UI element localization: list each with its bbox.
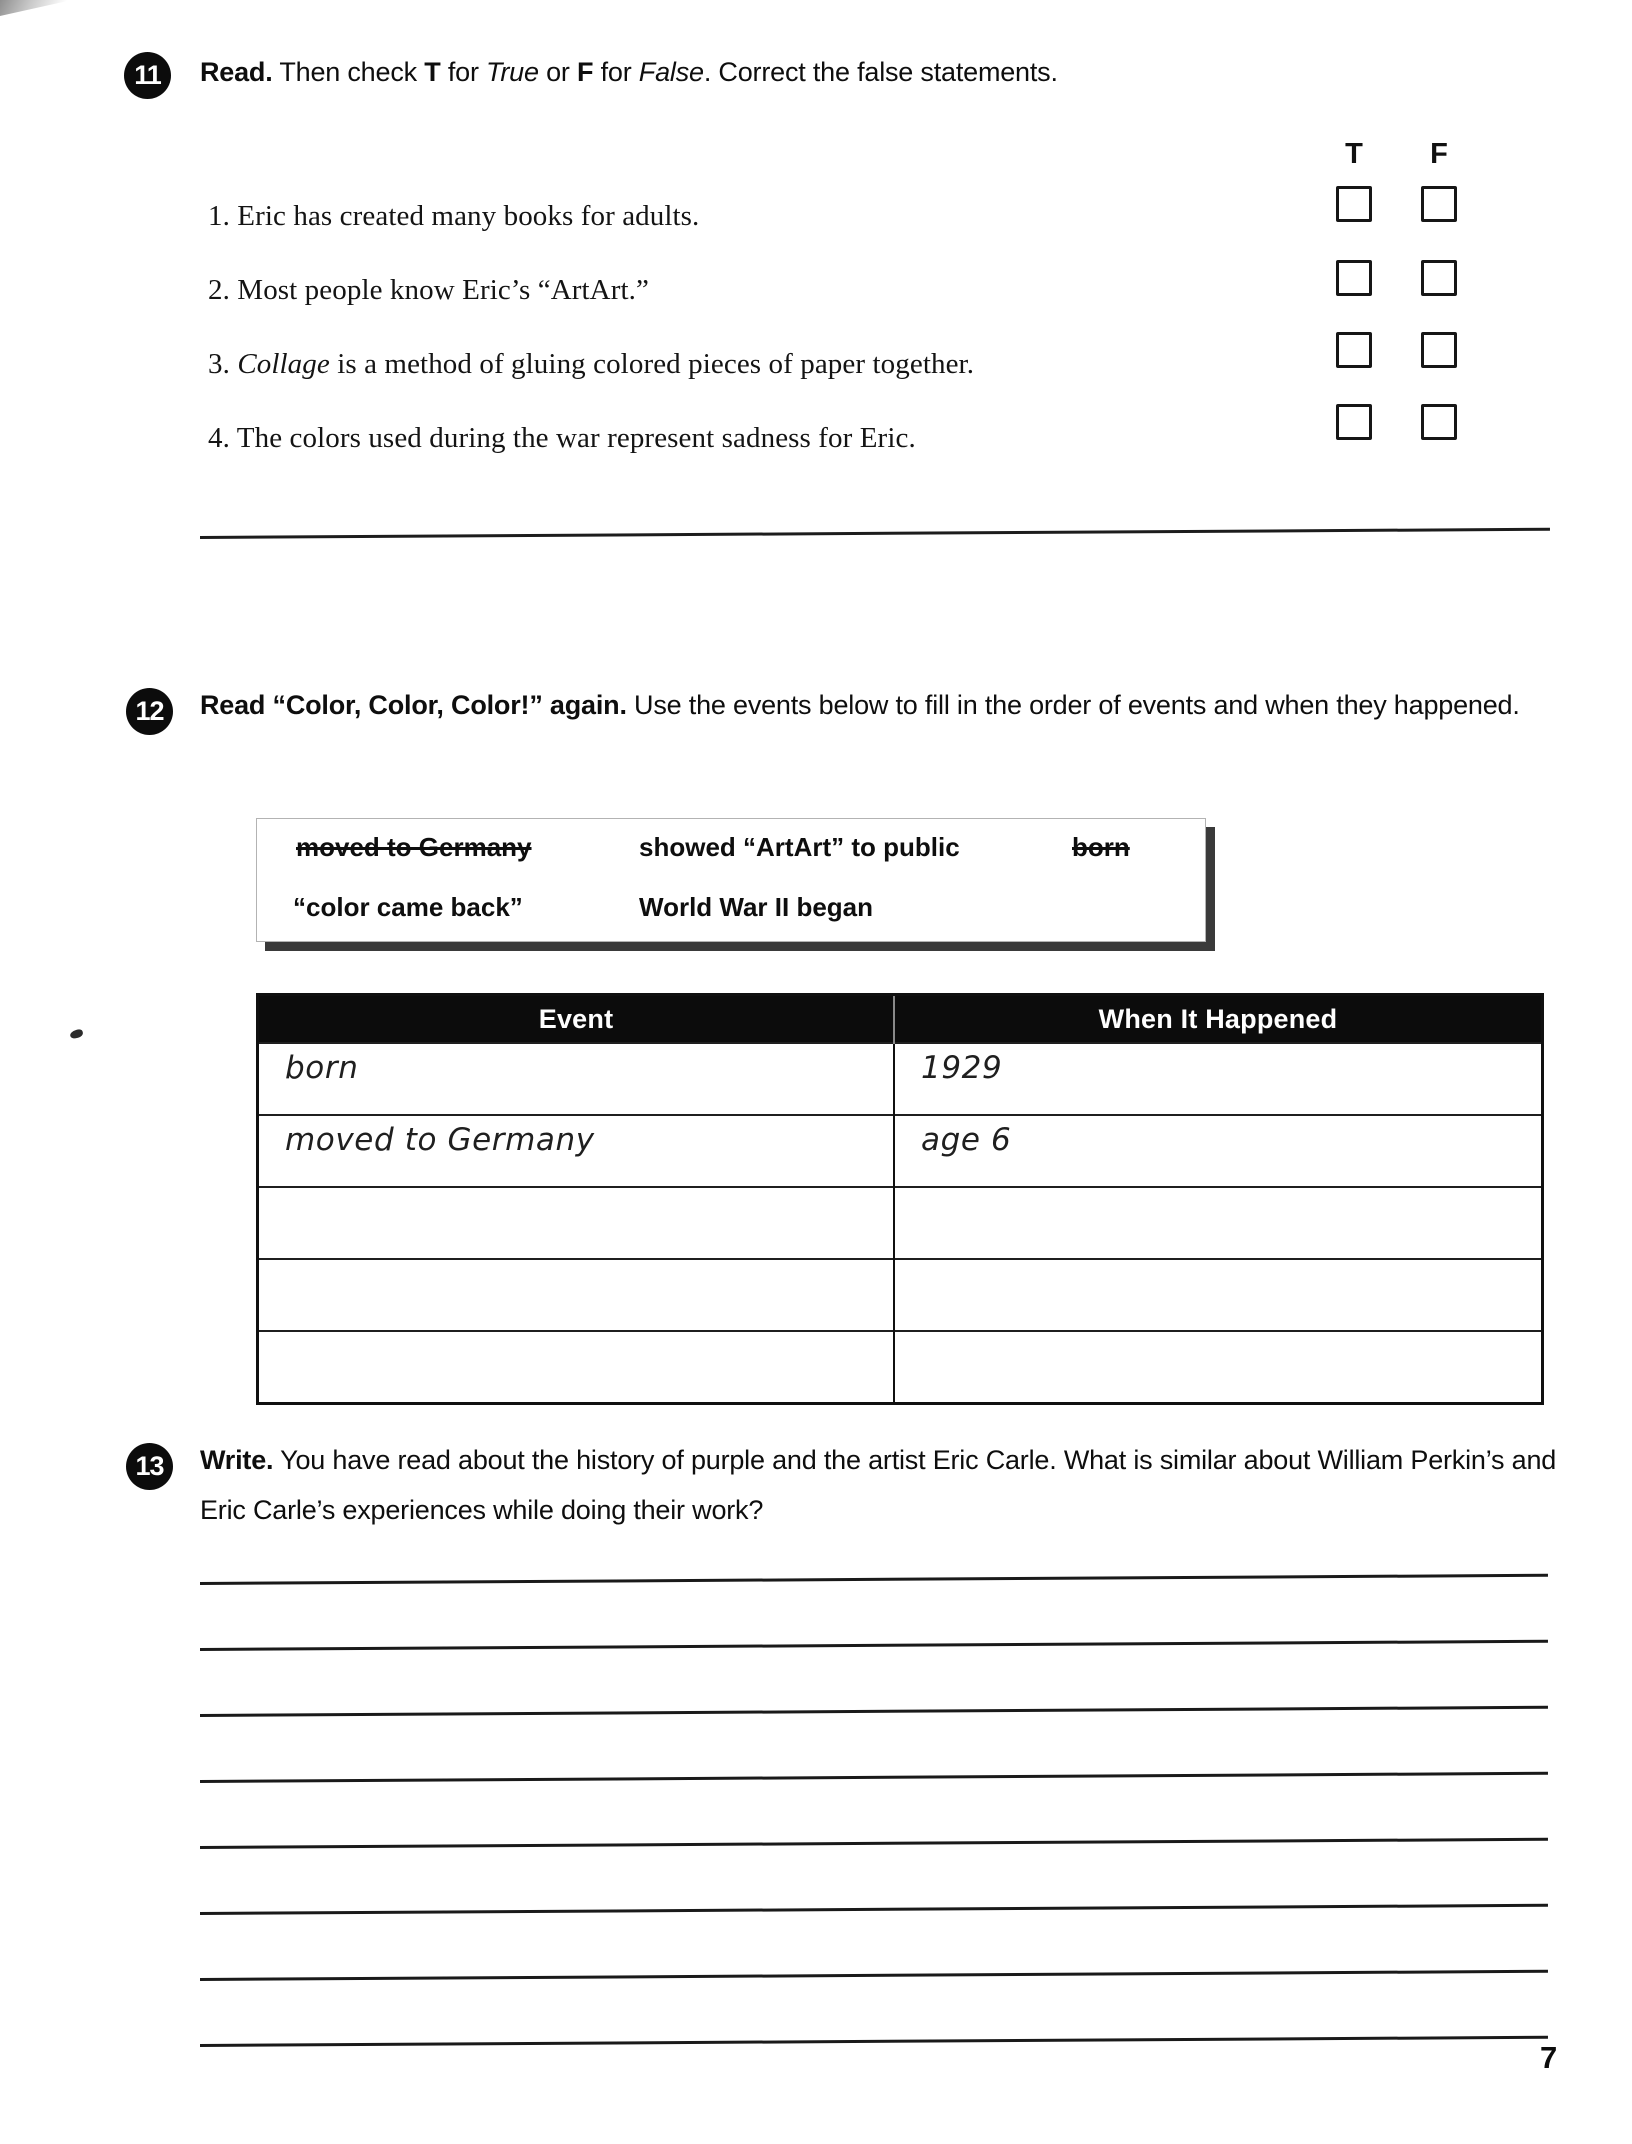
- word-bank-item-moved-to-germany: moved to Germany: [296, 832, 532, 862]
- writing-line-1[interactable]: [200, 1574, 1548, 1585]
- table-row: [258, 1331, 1543, 1404]
- checkbox-false-2[interactable]: [1421, 260, 1457, 296]
- writing-line-4[interactable]: [200, 1772, 1548, 1783]
- checkbox-false-3[interactable]: [1421, 332, 1457, 368]
- exercise-11-instructions: Read. Then check T for True or F for False. Correct the false statements.: [200, 57, 1058, 87]
- word-bank-item-wwii-began: World War II began: [639, 892, 874, 922]
- checkbox-true-4[interactable]: [1336, 404, 1372, 440]
- exercise-12-instructions: Read “Color, Color, Color!” again. Use the events below to fill in the order of events and when they happened.: [200, 690, 1520, 720]
- table-row: [258, 1043, 1543, 1115]
- word-bank-item-born: born: [1072, 832, 1130, 862]
- event-cell-3[interactable]: [258, 1187, 895, 1259]
- checkbox-true-2[interactable]: [1336, 260, 1372, 296]
- writing-line-6[interactable]: [200, 1904, 1548, 1915]
- event-cell-4[interactable]: [258, 1259, 895, 1331]
- table-row: [258, 1259, 1543, 1331]
- checkbox-true-3[interactable]: [1336, 332, 1372, 368]
- when-cell-5[interactable]: [894, 1331, 1543, 1404]
- event-cell-5[interactable]: [258, 1331, 895, 1404]
- correction-line[interactable]: [200, 528, 1550, 539]
- events-table-header-event: Event: [258, 995, 895, 1044]
- when-cell-2: age 6: [894, 1115, 1543, 1187]
- events-table-header-when: When It Happened: [894, 995, 1543, 1044]
- statement-4: 4. The colors used during the war represent sadness for Eric.: [208, 422, 916, 454]
- writing-line-5[interactable]: [200, 1838, 1548, 1849]
- page-number: 7: [1540, 2040, 1558, 2075]
- statement-2: 2. Most people know Eric’s “ArtArt.”: [208, 274, 649, 306]
- exercise-11-badge: 11: [124, 52, 171, 99]
- writing-line-3[interactable]: [200, 1706, 1548, 1717]
- writing-line-8[interactable]: [200, 2036, 1548, 2047]
- when-cell-4[interactable]: [894, 1259, 1543, 1331]
- scan-edge-artifact: [0, 0, 72, 16]
- writing-line-2[interactable]: [200, 1640, 1548, 1651]
- checkbox-false-4[interactable]: [1421, 404, 1457, 440]
- writing-line-7[interactable]: [200, 1970, 1548, 1981]
- word-bank: [256, 818, 1206, 942]
- events-table: [256, 993, 1544, 1405]
- false-column-label: F: [1430, 138, 1448, 170]
- when-cell-1: 1929: [894, 1043, 1543, 1115]
- exercise-13-badge: 13: [126, 1443, 173, 1490]
- ink-speck: [69, 1028, 84, 1039]
- table-row: [258, 1187, 1543, 1259]
- events-table-header-row: [258, 995, 1543, 1044]
- true-column-label: T: [1345, 138, 1363, 170]
- checkbox-false-1[interactable]: [1421, 186, 1457, 222]
- event-cell-1: born: [258, 1043, 895, 1115]
- word-bank-item-color-came-back: “color came back”: [293, 892, 523, 922]
- statement-3: 3. Collage is a method of gluing colored pieces of paper together.: [208, 348, 975, 380]
- word-bank-item-showed-artart: showed “ArtArt” to public: [639, 832, 960, 862]
- checkbox-true-1[interactable]: [1336, 186, 1372, 222]
- table-row: [258, 1115, 1543, 1187]
- exercise-12-badge: 12: [126, 688, 173, 735]
- event-cell-2: moved to Germany: [258, 1115, 895, 1187]
- statement-1: 1. Eric has created many books for adults.: [208, 200, 700, 232]
- exercise-13-instructions: Write. You have read about the history of purple and the artist Eric Carle. What is similar about William Perkin’s and Eric Carle’s experiences while doing their work?: [200, 1445, 1557, 1525]
- when-cell-3[interactable]: [894, 1187, 1543, 1259]
